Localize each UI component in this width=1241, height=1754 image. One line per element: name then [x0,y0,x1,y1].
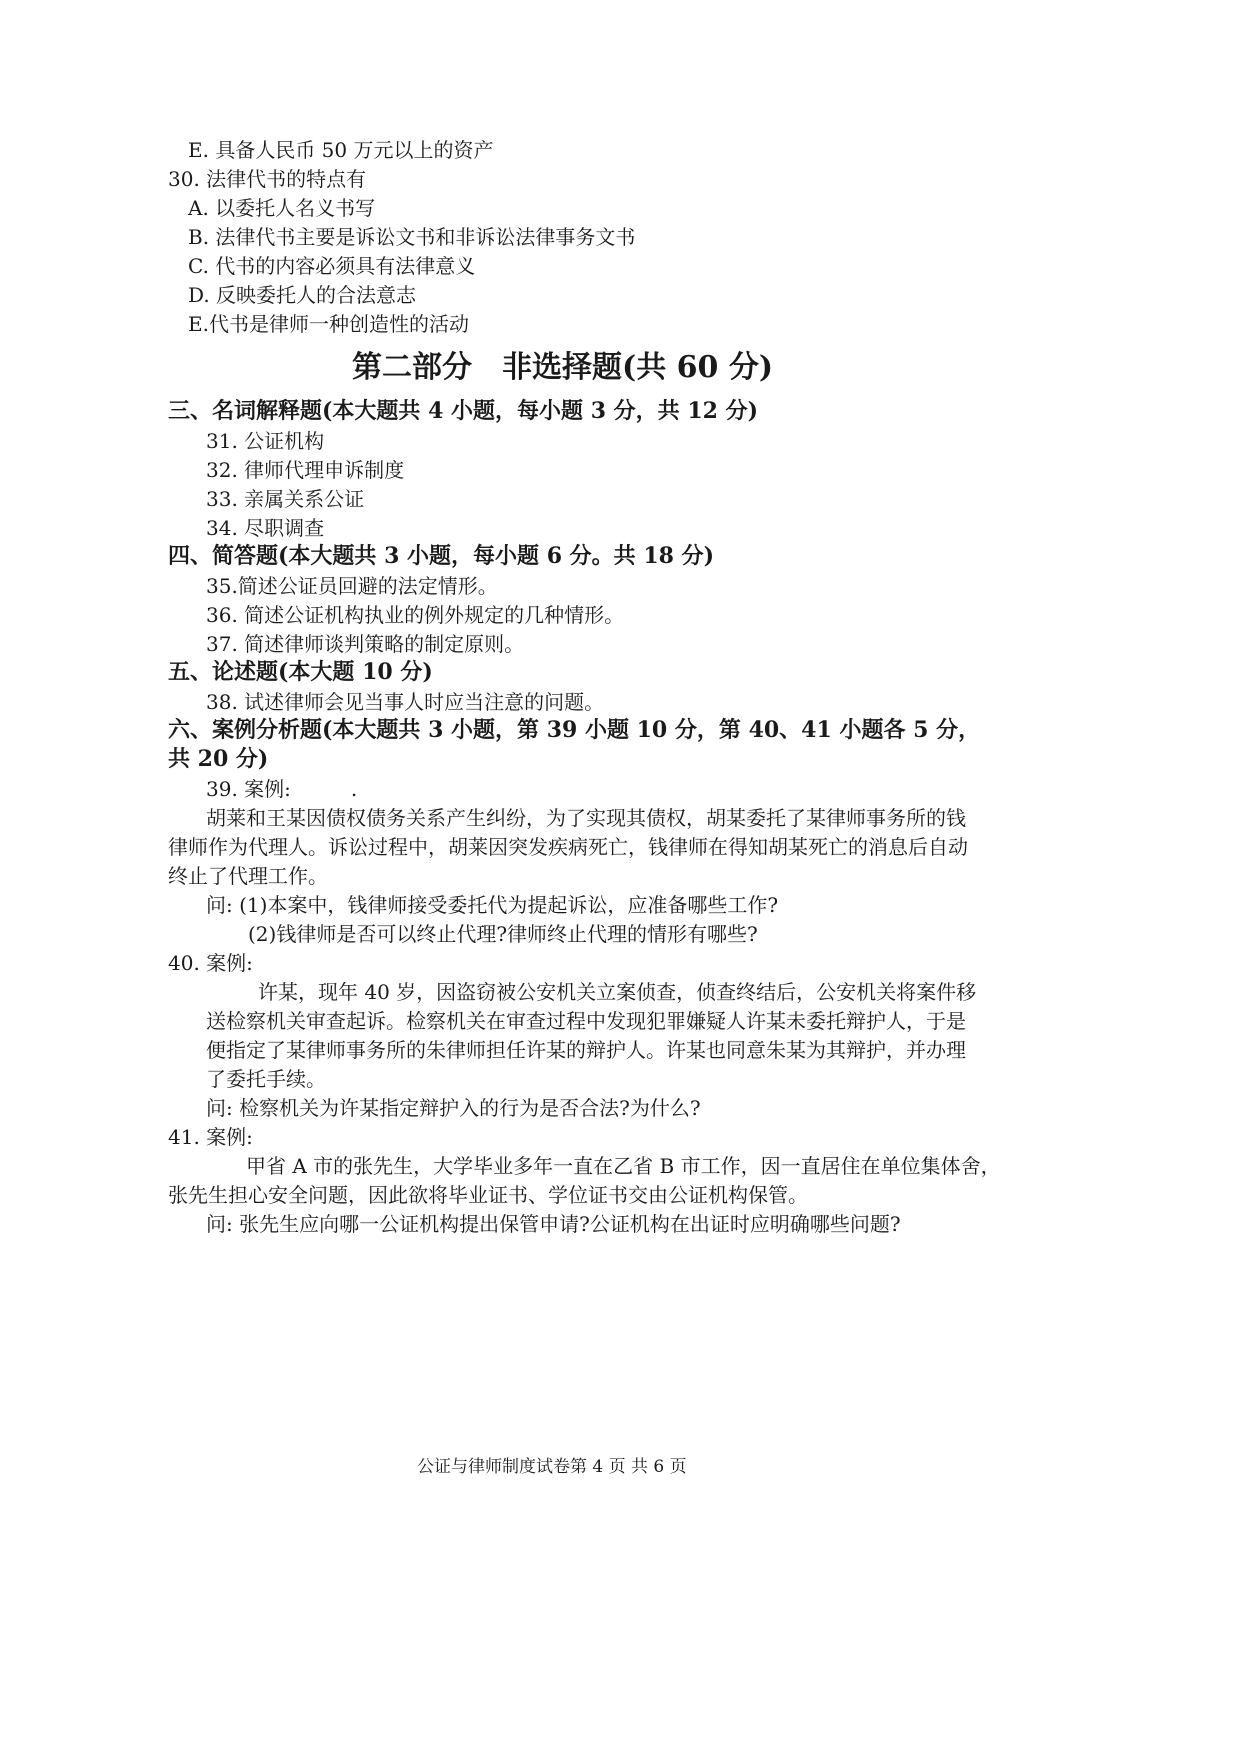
q39-question-2: (2)钱律师是否可以终止代理?律师终止代理的情形有哪些? [248,922,758,946]
q30-option-c: C. 代书的内容必须具有法律意义 [188,254,476,278]
q36: 36. 简述公证机构执业的例外规定的几种情形。 [206,603,625,627]
q38: 38. 试述律师会见当事人时应当注意的问题。 [206,690,605,714]
q40-question: 问: 检察机关为许某指定辩护入的行为是否合法?为什么? [206,1096,701,1120]
q39-body-line: 终止了代理工作。 [168,864,328,888]
q40-body-line: 许某，现年 40 岁，因盗窃被公安机关立案侦查，侦查终结后，公安机关将案件移 [258,980,977,1004]
section5-heading: 五、论述题(本大题 10 分) [168,659,433,685]
q41-body-line: 张先生担心安全问题，因此欲将毕业证书、学位证书交由公证机构保管。 [168,1183,808,1207]
section4-heading: 四、简答题(本大题共 3 小题，每小题 6 分。共 18 分) [168,543,715,569]
q40-body-line: 便指定了某律师事务所的朱律师担任许某的辩护人。许某也同意朱某为其辩护，并办理 [206,1038,966,1062]
q39-label: 39. 案例: . [206,777,358,801]
q40-body-line: 了委托手续。 [206,1067,326,1091]
q31: 31. 公证机构 [206,429,325,453]
q39-body-line: 律师作为代理人。诉讼过程中，胡莱因突发疾病死亡，钱律师在得知胡某死亡的消息后自动 [168,835,968,859]
q41-label: 41. 案例: [168,1125,253,1149]
q33: 33. 亲属关系公证 [206,487,365,511]
q29-option-e: E. 具备人民币 50 万元以上的资产 [188,138,494,162]
page-footer: 公证与律师制度试卷第 4 页 共 6 页 [417,1457,687,1477]
q35: 35.简述公证员回避的法定情形。 [206,574,498,598]
q30-option-a: A. 以委托人名义书写 [188,196,376,220]
q34: 34. 尽职调查 [206,516,325,540]
section6-heading-line1: 六、案例分析题(本大题共 3 小题，第 39 小题 10 分，第 40、41 小题各 5 分， [168,717,981,743]
q39-body-line: 胡莱和王某因债权债务关系产生纠纷，为了实现其债权，胡某委托了某律师事务所的钱 [206,806,966,830]
q40-body-line: 送检察机关审查起诉。检察机关在审查过程中发现犯罪嫌疑人许某未委托辩护人，于是 [206,1009,966,1033]
q37: 37. 简述律师谈判策略的制定原则。 [206,632,525,656]
q41-body-line: 甲省 A 市的张先生，大学毕业多年一直在乙省 B 市工作，因一直居住在单位集体舍， [246,1154,1001,1178]
q40-label: 40. 案例: [168,951,253,975]
part2-title: 第二部分 非选择题(共 60 分) [352,350,774,385]
q41-question: 问: 张先生应向哪一公证机构提出保管申请?公证机构在出证时应明确哪些问题? [206,1212,901,1236]
q30-option-e: E.代书是律师一种创造性的活动 [188,312,469,336]
q30-option-d: D. 反映委托人的合法意志 [188,283,417,307]
section3-heading: 三、名词解释题(本大题共 4 小题，每小题 3 分，共 12 分) [168,398,759,424]
q39-question-1: 问: (1)本案中，钱律师接受委托代为提起诉讼，应准备哪些工作? [206,893,779,917]
q30-stem: 30. 法律代书的特点有 [168,167,367,191]
q30-option-b: B. 法律代书主要是诉讼文书和非诉讼法律事务文书 [188,225,636,249]
section6-heading-line2: 共 20 分) [168,746,269,772]
q32: 32. 律师代理申诉制度 [206,458,405,482]
